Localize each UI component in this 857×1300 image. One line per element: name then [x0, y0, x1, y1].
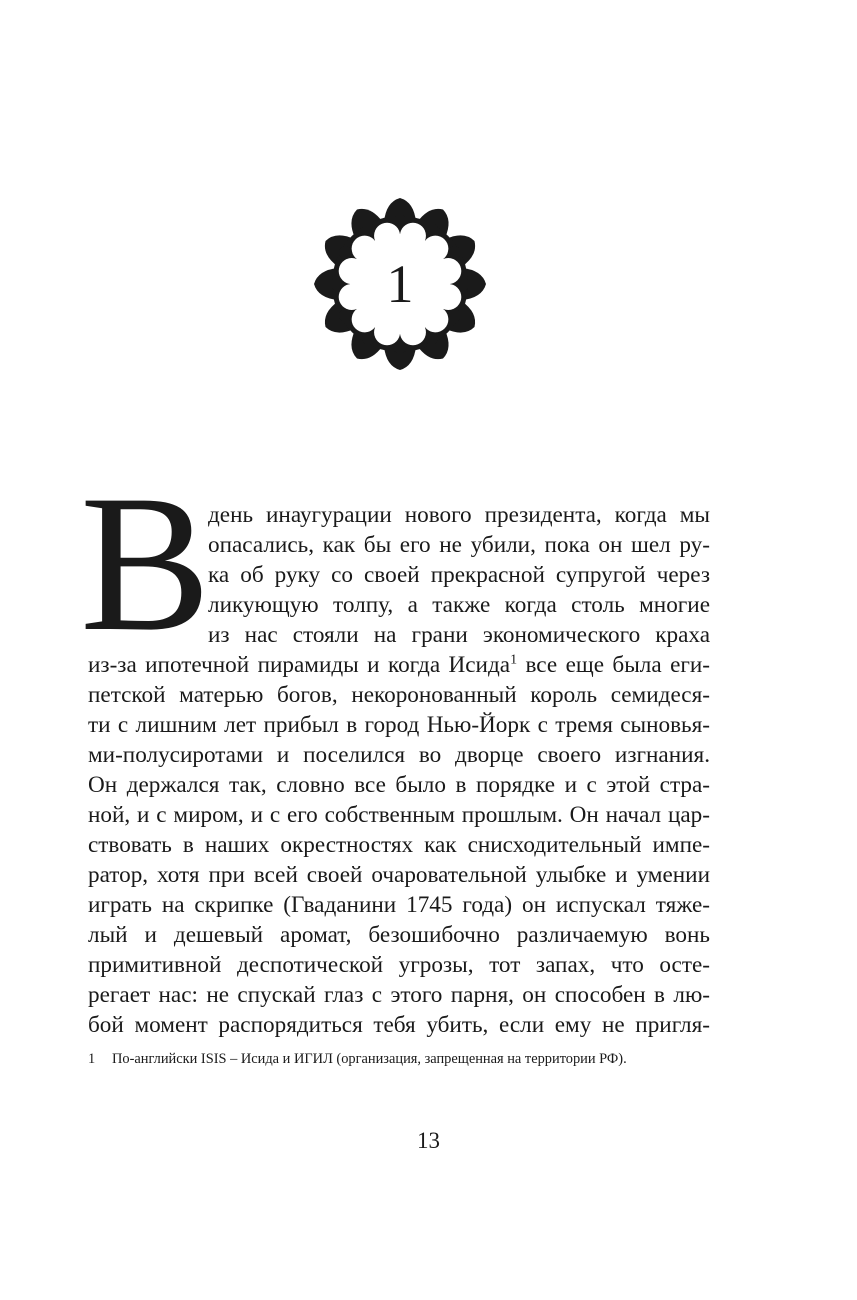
text-line: играть на скрипке (Гваданини 1745 года) он испускал тяже- [88, 892, 710, 918]
footnote [88, 1048, 728, 1070]
text-line: примитивной деспотической угрозы, тот запах, что осте- [88, 952, 710, 978]
text-line: ствовать в наших окрестностях как снисходительный импе- [88, 832, 710, 858]
page-number: 13 [417, 1128, 440, 1153]
text-line: день инаугурации нового президента, когда мы [208, 502, 710, 528]
text-line: петской матерью богов, некоронованный король семидеся- [88, 682, 710, 708]
text-line: бой момент распорядиться тебя убить, если ему не пригля- [88, 1012, 710, 1038]
text-line: ликующую толпу, а также когда столь многие [208, 592, 710, 618]
footnote-number: 1 [88, 1051, 96, 1067]
text-line: из нас стояли на грани экономического краха [208, 622, 710, 648]
text-line: регает нас: не спускай глаз с этого парня, он способен в лю- [88, 982, 710, 1008]
drop-cap: В [80, 455, 211, 672]
text-line: ти с лишним лет прибыл в город Нью-Йорк с тремя сыновья- [88, 712, 710, 738]
chapter-ornament [312, 196, 488, 372]
text-line: ми-полусиротами и поселился во дворце своего изгнания. [88, 742, 710, 768]
text-line: опасались, как бы его не убили, пока он шел ру- [208, 532, 710, 558]
footnote-reference[interactable]: 1 [510, 652, 518, 668]
text-line-head: из-за ипотечной пирамиды и когда Исида [88, 652, 511, 678]
chapter-number: 1 [386, 254, 414, 314]
text-line [88, 650, 710, 680]
text-line: Он держался так, словно все было в порядке и с этой стра- [88, 772, 710, 798]
text-line-tail: все еще была еги- [517, 652, 710, 678]
footnote-text: По-английски ISIS – Исида и ИГИЛ (организация, запрещенная на территории РФ). [112, 1051, 627, 1067]
text-line: ной, и с миром, и с его собственным прошлым. Он начал цар- [88, 802, 710, 828]
text-line: лый и дешевый аромат, безошибочно различаемую вонь [88, 922, 710, 948]
text-line: ка об руку со своей прекрасной супругой через [208, 562, 710, 588]
text-line: ратор, хотя при всей своей очаровательной улыбке и умении [88, 862, 710, 888]
